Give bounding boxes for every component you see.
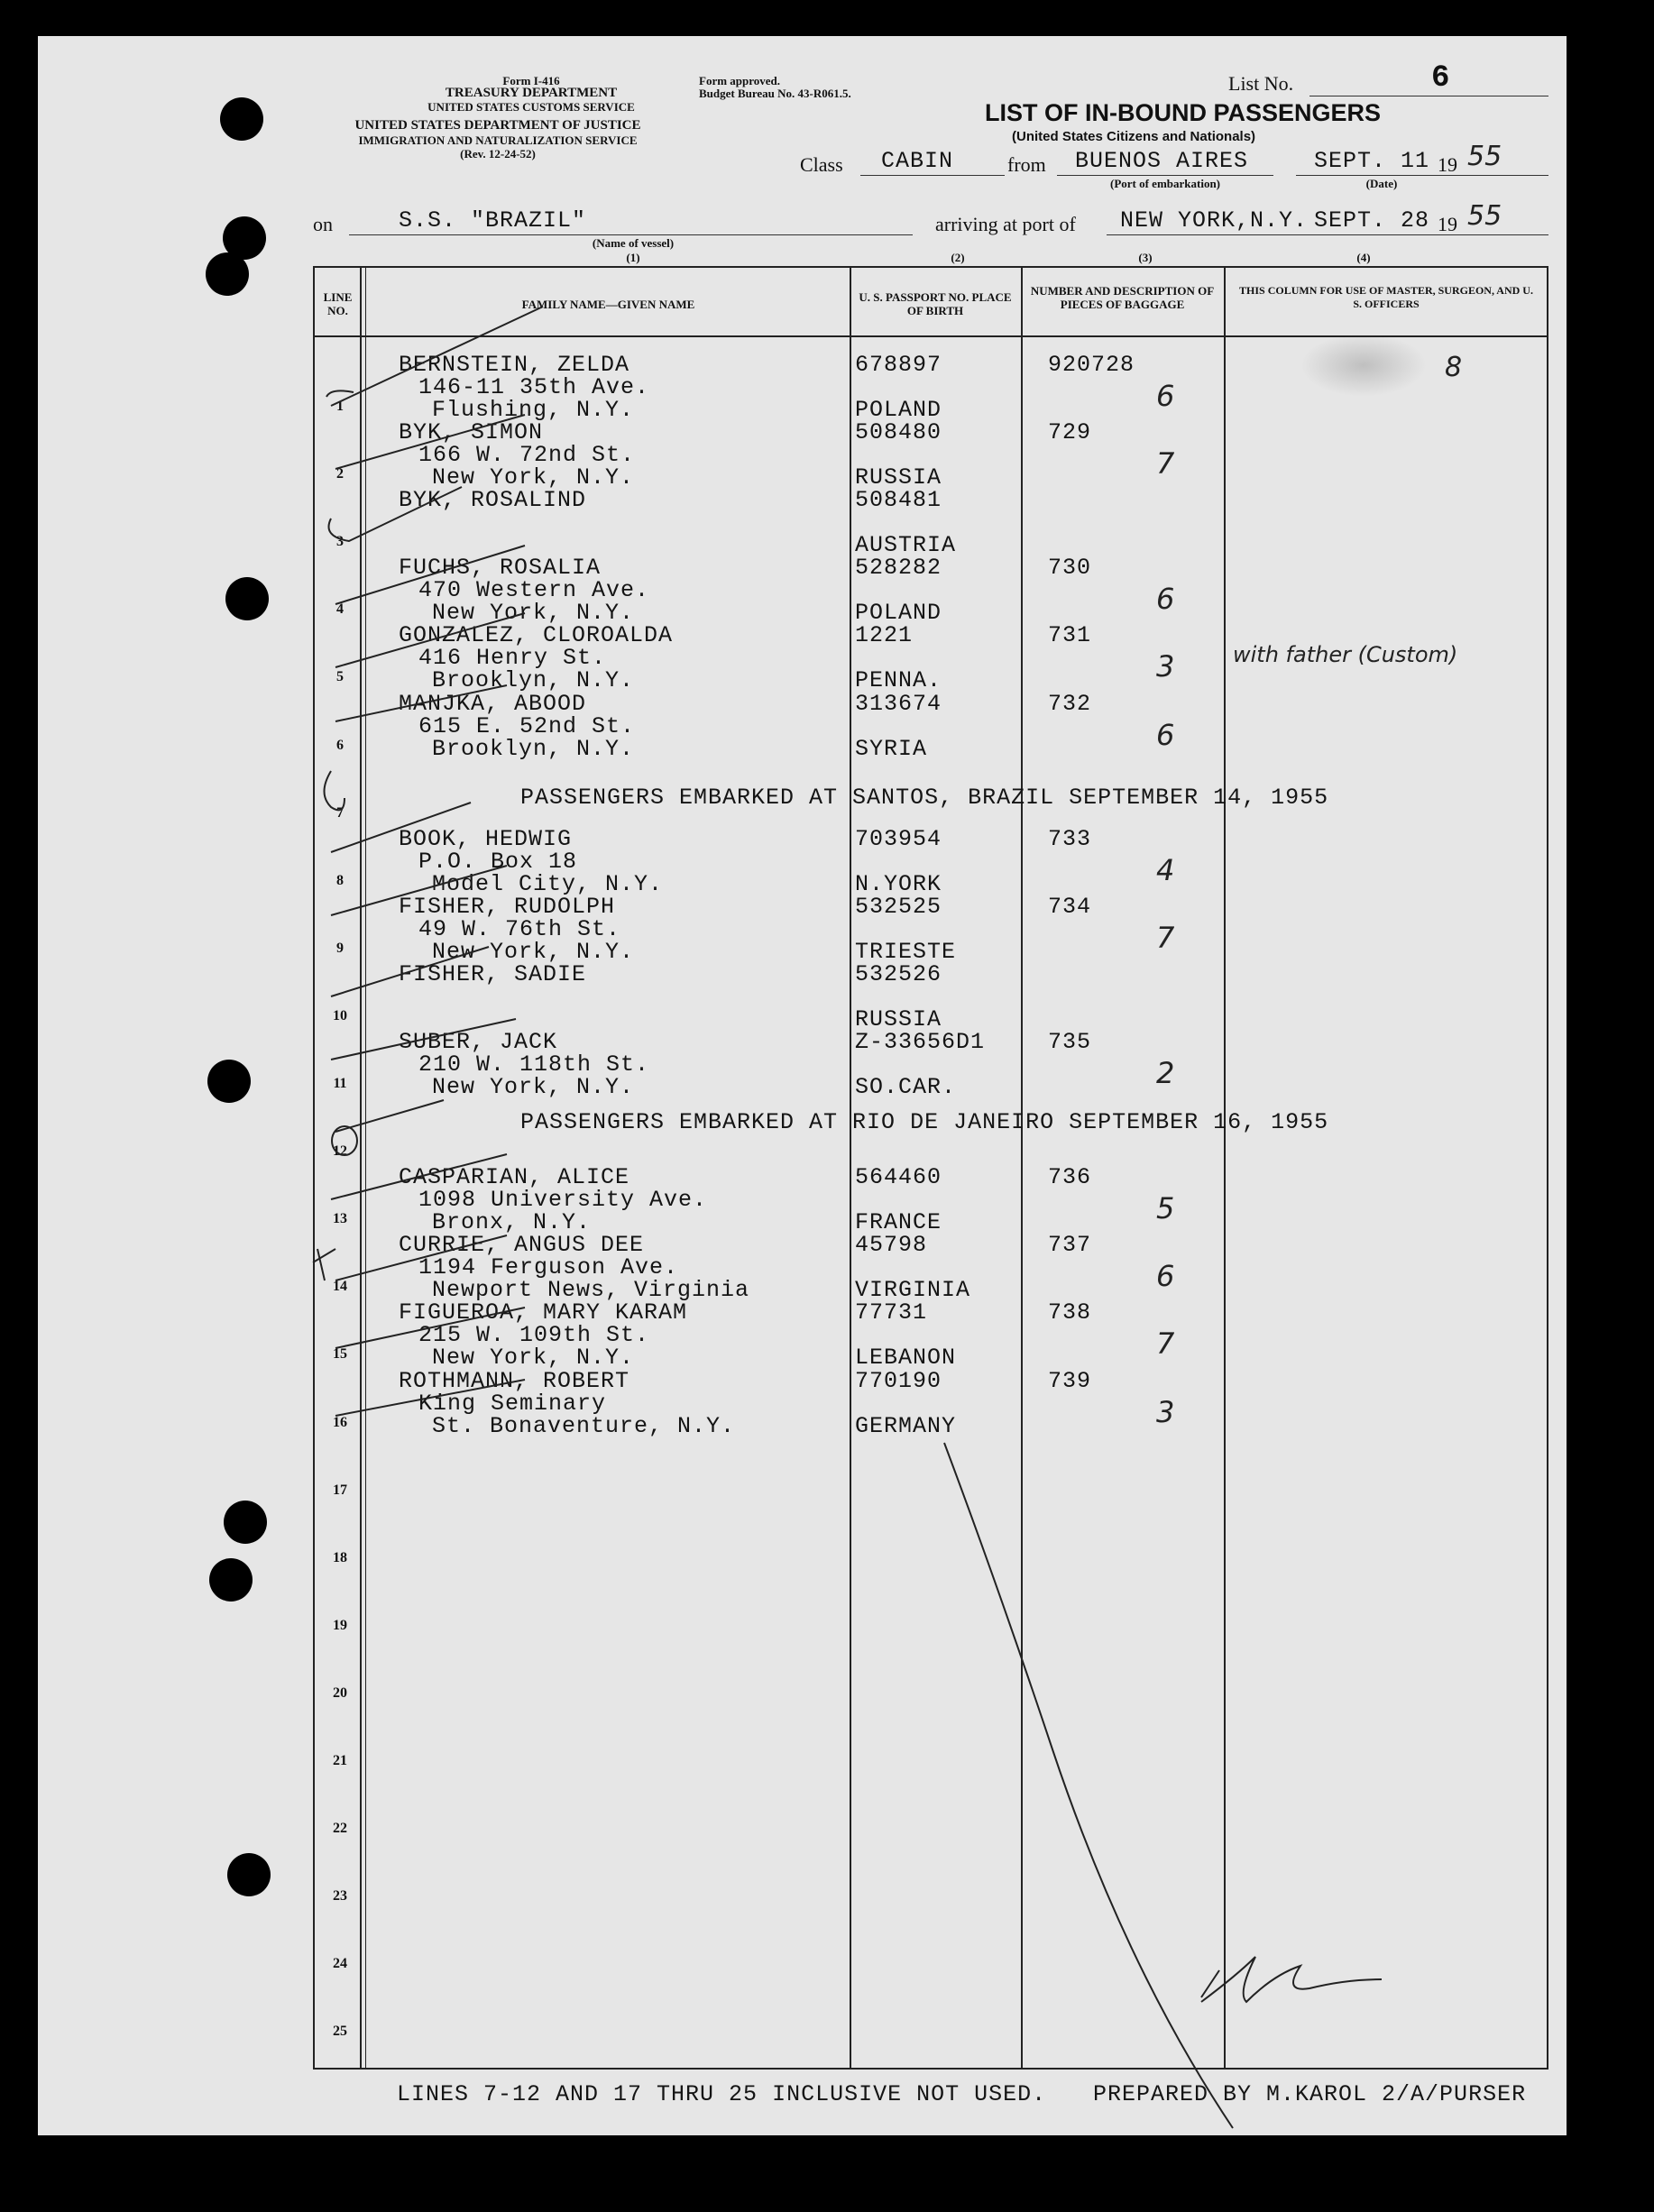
line-number: 1 (336, 399, 344, 414)
binder-hole (206, 252, 249, 296)
place-of-birth: PENNA. (855, 667, 942, 694)
line-number: 5 (336, 669, 344, 685)
baggage-pieces: 6 (1156, 582, 1175, 617)
footer-prepared-by: PREPARED BY M.KAROL 2/A/PURSER (1093, 2081, 1527, 2107)
place-of-birth: RUSSIA (855, 464, 942, 491)
col-number-2: (2) (951, 251, 965, 264)
binder-hole (220, 97, 263, 141)
passenger-address-line2: Newport News, Virginia (432, 1277, 750, 1304)
baggage-pieces: 7 (1156, 1326, 1175, 1362)
col-number-1: (1) (626, 251, 640, 264)
passenger-address-line1: King Seminary (418, 1390, 607, 1417)
binder-hole (225, 577, 269, 620)
passenger-address-line2: Flushing, N.Y. (432, 397, 635, 423)
baggage-pieces: 3 (1156, 649, 1175, 684)
line-number: 2 (336, 466, 344, 482)
department-of-justice: UNITED STATES DEPARTMENT OF JUSTICE (354, 118, 641, 133)
passenger-address-line2: New York, N.Y. (432, 600, 635, 627)
passenger-address-line2: New York, N.Y. (432, 1074, 635, 1100)
arriving-label: arriving at port of (935, 213, 1076, 235)
officer-note-line-5: with father (Custom) (1233, 642, 1458, 667)
passenger-address-line1: 470 Western Ave. (418, 577, 650, 604)
budget-bureau: Budget Bureau No. 43-R061.5. (699, 87, 851, 100)
from-label: from (1007, 153, 1046, 176)
baggage-tag-number: 732 (1048, 690, 1092, 717)
passenger-address-line2: New York, N.Y. (432, 464, 635, 491)
from-port: BUENOS AIRES (1075, 148, 1249, 174)
class-label: Class (800, 153, 843, 176)
passenger-name: BYK, SIMON (399, 419, 544, 446)
baggage-tag-number: 730 (1048, 555, 1092, 582)
passenger-name: MANJKA, ABOOD (399, 690, 587, 717)
passenger-address-line2: Bronx, N.Y. (432, 1209, 592, 1236)
passenger-address-line1: 49 W. 76th St. (418, 915, 621, 942)
binder-hole (224, 1501, 267, 1544)
passenger-name: GONZALEZ, CLOROALDA (399, 622, 674, 649)
baggage-tag-number: 738 (1048, 1299, 1092, 1326)
passport-number: 770190 (855, 1367, 942, 1394)
year-prefix: 19 (1438, 213, 1457, 235)
baggage-tag-number: 731 (1048, 622, 1092, 649)
passenger-name: BOOK, HEDWIG (399, 825, 573, 852)
line-number: 19 (333, 1617, 347, 1633)
departure-year: 55 (1467, 141, 1502, 172)
line-number: 9 (336, 940, 344, 956)
passenger-address-line2: St. Bonaventure, N.Y. (432, 1412, 736, 1439)
passenger-address-line1: 146-11 35th Ave. (418, 374, 650, 400)
line-number: 16 (333, 1414, 347, 1430)
line-number: 11 (333, 1076, 347, 1091)
baggage-tag-number: 736 (1048, 1164, 1092, 1191)
baggage-pieces: 6 (1156, 1259, 1175, 1294)
passenger-address-line1: 416 Henry St. (418, 645, 607, 672)
passenger-name: FISHER, RUDOLPH (399, 893, 616, 920)
passenger-address-line1: 1194 Ferguson Ave. (418, 1254, 679, 1281)
vessel-name: S.S. "BRAZIL" (399, 207, 587, 234)
passenger-address-line2: Brooklyn, N.Y. (432, 735, 635, 762)
place-of-birth: POLAND (855, 600, 942, 627)
ins-name: IMMIGRATION AND NATURALIZATION SERVICE (358, 133, 638, 147)
customs-service: UNITED STATES CUSTOMS SERVICE (427, 100, 635, 114)
line-number: 21 (333, 1753, 347, 1768)
passport-number: 703954 (855, 825, 942, 852)
form-number: Form I-416 (502, 74, 560, 87)
passport-number: 45798 (855, 1232, 928, 1259)
line-number: 14 (333, 1279, 347, 1295)
arrival-year: 55 (1467, 200, 1502, 232)
passenger-address-line1: P.O. Box 18 (418, 848, 578, 875)
col-header-passport: U. S. PASSPORT NO. PLACE OF BIRTH (859, 290, 1012, 317)
baggage-tag-number: 735 (1048, 1029, 1092, 1055)
baggage-tag-number: 734 (1048, 893, 1092, 920)
col-header-baggage: NUMBER AND DESCRIPTION OF PIECES OF BAGGAGE (1030, 284, 1215, 311)
officer-stamp-smudge (1300, 334, 1427, 397)
col-header-officers: THIS COLUMN FOR USE OF MASTER, SURGEON, AND U. S. OFFICERS (1239, 284, 1533, 310)
date-caption: (Date) (1365, 177, 1398, 190)
place-of-birth: VIRGINIA (855, 1277, 971, 1304)
list-no-value: 6 (1431, 61, 1450, 96)
port-embarkation-caption: (Port of embarkation) (1109, 177, 1221, 190)
manifest-page (38, 36, 1567, 2135)
passport-number: 1221 (855, 622, 914, 649)
line-number: 18 (333, 1549, 347, 1565)
passenger-address-line2: Brooklyn, N.Y. (432, 667, 635, 694)
line-number: 15 (333, 1346, 347, 1363)
passenger-name: BERNSTEIN, ZELDA (399, 352, 630, 378)
place-of-birth: GERMANY (855, 1412, 957, 1439)
revision-date: (Rev. 12-24-52) (460, 147, 536, 161)
baggage-tag-number: 739 (1048, 1367, 1092, 1394)
baggage-pieces: 7 (1156, 920, 1175, 955)
passport-number: 532526 (855, 960, 942, 987)
passenger-address-line1: 615 E. 52nd St. (418, 712, 636, 739)
passenger-address-line2: New York, N.Y. (432, 938, 635, 965)
baggage-tag-number: 733 (1048, 825, 1092, 852)
passport-number: 532525 (855, 893, 942, 920)
line-number: 22 (333, 1821, 347, 1837)
place-of-birth: RUSSIA (855, 1005, 942, 1033)
passenger-address-line1: 210 W. 118th St. (418, 1051, 650, 1078)
binder-hole (209, 1558, 253, 1602)
footer-not-used-note: LINES 7-12 AND 17 THRU 25 INCLUSIVE NOT USED. (397, 2081, 1047, 2107)
passport-number: Z-33656D1 (855, 1029, 986, 1055)
passenger-address-line2: Model City, N.Y. (432, 870, 664, 897)
baggage-pieces: 4 (1156, 852, 1175, 887)
vessel-caption: (Name of vessel) (592, 236, 675, 250)
line-number: 24 (333, 1956, 347, 1972)
passenger-address-line2: New York, N.Y. (432, 1345, 635, 1372)
passenger-name: CASPARIAN, ALICE (399, 1164, 630, 1191)
line-number: 13 (333, 1211, 347, 1227)
baggage-pieces: 2 (1156, 1056, 1175, 1090)
form-subtitle: (United States Citizens and Nationals) (1012, 129, 1256, 144)
place-of-birth: AUSTRIA (855, 532, 957, 559)
place-of-birth: SYRIA (855, 735, 928, 762)
list-no-label: List No. (1228, 72, 1294, 95)
form-approved: Form approved. (699, 74, 781, 87)
place-of-birth: FRANCE (855, 1209, 942, 1236)
line-number: 8 (336, 872, 344, 888)
col-number-3: (3) (1138, 251, 1153, 264)
passport-number: 528282 (855, 555, 942, 582)
officer-mark-line-1: 8 (1445, 352, 1463, 383)
line-number: 25 (333, 2024, 347, 2040)
baggage-tag-number: 920728 (1048, 352, 1135, 378)
passenger-address-line1: 1098 University Ave. (418, 1187, 708, 1214)
passenger-name: CURRIE, ANGUS DEE (399, 1232, 645, 1259)
line-number: 7 (336, 804, 344, 821)
line-number: 6 (336, 737, 344, 753)
binder-hole (207, 1060, 251, 1103)
col-header-line-no: LINE NO. (323, 290, 353, 317)
form-title: LIST OF IN-BOUND PASSENGERS (985, 99, 1382, 126)
passport-number: 564460 (855, 1164, 942, 1191)
col-number-4: (4) (1356, 251, 1371, 264)
on-label: on (313, 213, 333, 235)
baggage-pieces: 6 (1156, 717, 1175, 752)
section-rio-heading: PASSENGERS EMBARKED AT RIO DE JANEIRO SEPTEMBER 16, 1955 (520, 1109, 1329, 1135)
place-of-birth: POLAND (855, 397, 942, 423)
passenger-name: FUCHS, ROSALIA (399, 555, 602, 582)
line-number: 12 (333, 1143, 347, 1160)
passport-number: 313674 (855, 690, 942, 717)
treasury-department: TREASURY DEPARTMENT (445, 86, 618, 100)
arrival-date: SEPT. 28 (1314, 207, 1430, 234)
baggage-pieces: 5 (1156, 1191, 1175, 1226)
passport-number: 77731 (855, 1299, 928, 1326)
line-number: 4 (336, 601, 344, 618)
baggage-pieces: 7 (1156, 446, 1175, 482)
section-santos-heading: PASSENGERS EMBARKED AT SANTOS, BRAZIL SEPTEMBER 14, 1955 (520, 785, 1329, 811)
passport-number: 508480 (855, 419, 942, 446)
baggage-pieces: 6 (1156, 379, 1175, 413)
passenger-name: SUBER, JACK (399, 1029, 558, 1055)
place-of-birth: LEBANON (855, 1345, 957, 1372)
binder-hole (227, 1853, 271, 1896)
line-number: 17 (333, 1482, 347, 1498)
passenger-address-line1: 215 W. 109th St. (418, 1322, 650, 1349)
passenger-name: FISHER, SADIE (399, 960, 587, 987)
arrival-port: NEW YORK,N.Y. (1120, 207, 1309, 234)
line-number: 23 (333, 1888, 347, 1905)
baggage-tag-number: 737 (1048, 1232, 1092, 1259)
passenger-address-line1: 166 W. 72nd St. (418, 442, 636, 469)
passenger-name: ROTHMANN, ROBERT (399, 1367, 630, 1394)
line-number: 10 (333, 1007, 347, 1023)
baggage-pieces: 3 (1156, 1394, 1175, 1429)
passenger-name: FIGUEROA, MARY KARAM (399, 1299, 688, 1326)
passport-number: 508481 (855, 487, 942, 514)
class-value: CABIN (881, 148, 954, 174)
place-of-birth: TRIESTE (855, 938, 957, 965)
place-of-birth: SO.CAR. (855, 1074, 957, 1100)
passenger-name: BYK, ROSALIND (399, 487, 587, 514)
year-prefix: 19 (1438, 153, 1457, 176)
passport-number: 678897 (855, 352, 942, 378)
col-header-name: FAMILY NAME—GIVEN NAME (521, 298, 695, 311)
baggage-tag-number: 729 (1048, 419, 1092, 446)
line-number: 20 (333, 1684, 347, 1701)
line-number: 3 (336, 534, 344, 550)
place-of-birth: N.YORK (855, 870, 942, 897)
departure-date: SEPT. 11 (1314, 148, 1430, 174)
